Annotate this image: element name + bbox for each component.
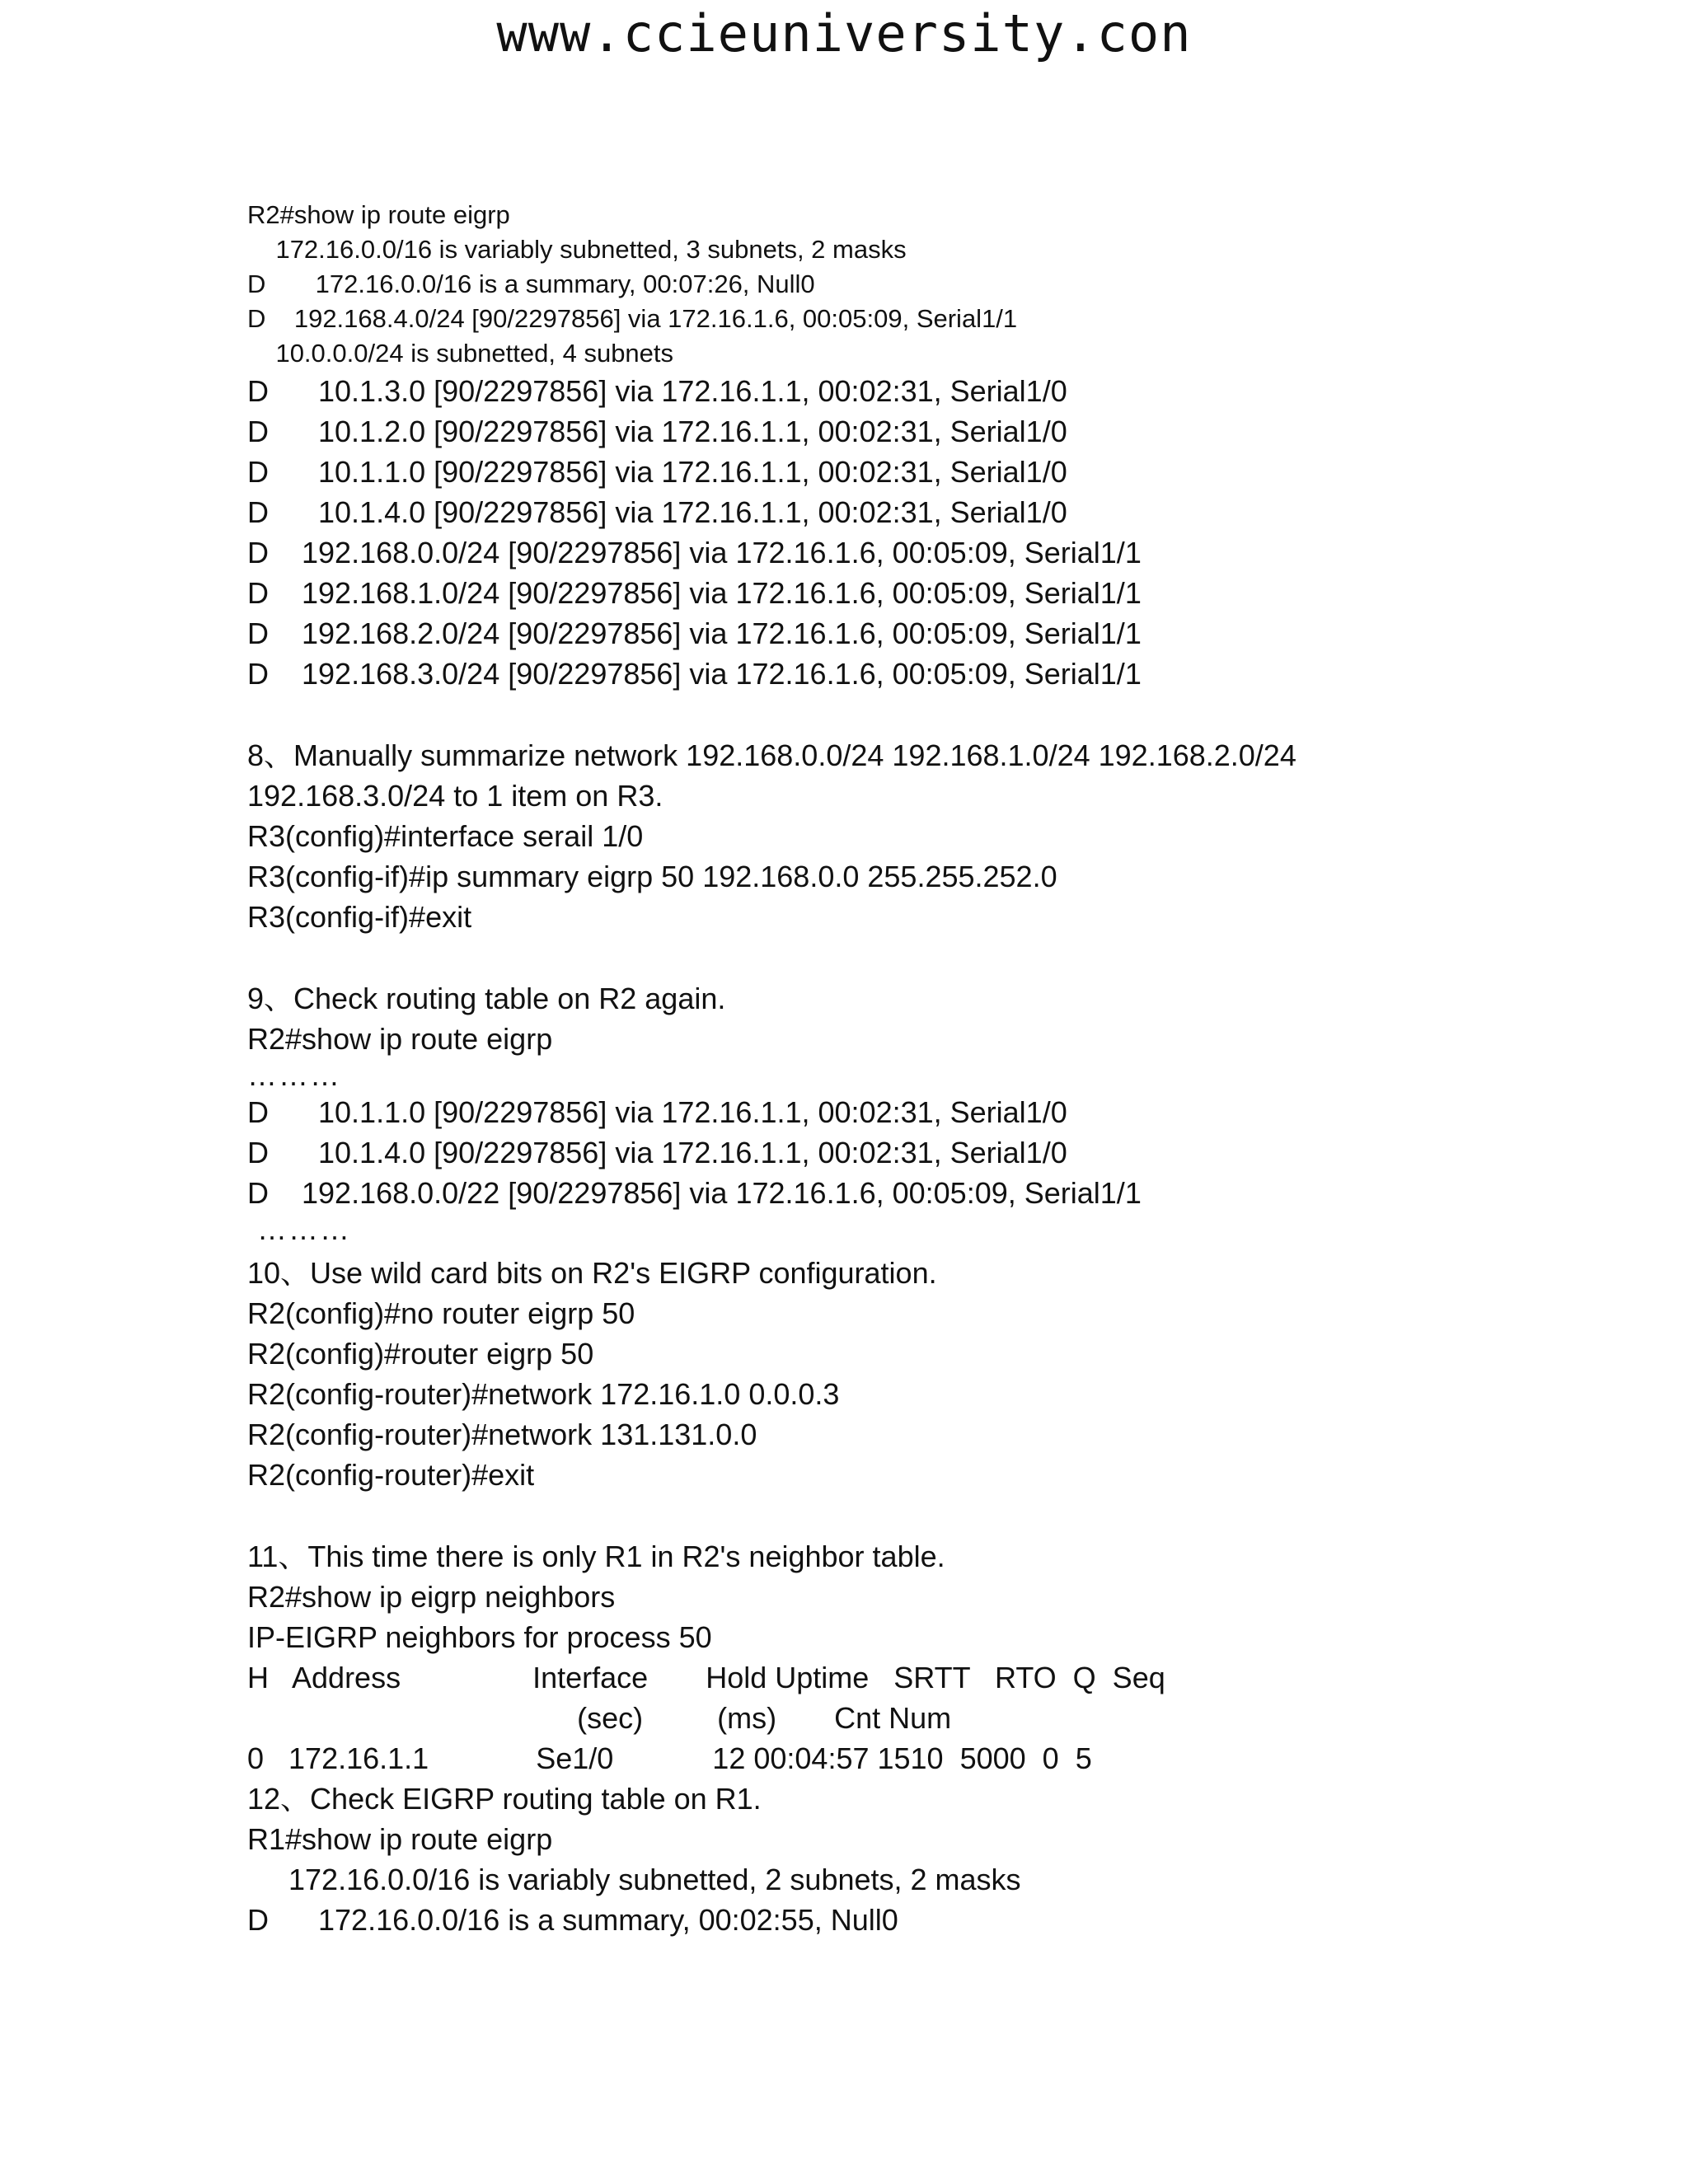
config-line: R2(config)#router eigrp 50 — [247, 1337, 594, 1371]
route-line: D 172.16.0.0/16 is a summary, 00:07:26, Null0 — [247, 269, 815, 298]
document-body — [247, 198, 1648, 1940]
route-line: D 192.168.3.0/24 [90/2297856] via 172.16.1.6, 00:05:09, Serial1/1 — [247, 657, 1142, 691]
step-11-heading: 11、This time there is only R1 in R2's neighbor table. — [247, 1540, 945, 1573]
route-line: 10.0.0.0/24 is subnetted, 4 subnets — [247, 339, 674, 368]
neighbor-table-header: H Address Interface Hold Uptime SRTT RTO Q Seq — [247, 1661, 1165, 1694]
step-8-section — [247, 735, 1648, 937]
route-output-block-1 — [247, 198, 1648, 694]
neighbor-table-header-units: (sec) (ms) Cnt Num — [247, 1701, 952, 1735]
route-line: D 10.1.2.0 [90/2297856] via 172.16.1.1, 00:02:31, Serial1/0 — [247, 415, 1067, 448]
command-line: R2#show ip route eigrp — [247, 200, 510, 229]
spacer — [247, 694, 1648, 735]
spacer — [247, 937, 1648, 978]
command-line: R2#show ip route eigrp — [247, 1022, 553, 1056]
config-line: R3(config-if)#exit — [247, 900, 472, 934]
route-line: D 192.168.0.0/24 [90/2297856] via 172.16.1.6, 00:05:09, Serial1/1 — [247, 536, 1142, 569]
step-8-heading-cont: 192.168.3.0/24 to 1 item on R3. — [247, 779, 663, 813]
route-line: 172.16.0.0/16 is variably subnetted, 3 subnets, 2 masks — [247, 235, 907, 264]
route-line: D 10.1.4.0 [90/2297856] via 172.16.1.1, 00:02:31, Serial1/0 — [247, 1136, 1067, 1169]
spacer — [247, 1246, 1648, 1253]
route-line: D 10.1.3.0 [90/2297856] via 172.16.1.1, 00:02:31, Serial1/0 — [247, 374, 1067, 408]
route-line: D 192.168.2.0/24 [90/2297856] via 172.16.1.6, 00:05:09, Serial1/1 — [247, 616, 1142, 650]
step-12-section — [247, 1779, 1648, 1940]
config-line: R2(config-router)#network 131.131.0.0 — [247, 1418, 757, 1451]
step-10-heading: 10、Use wild card bits on R2's EIGRP configuration. — [247, 1256, 937, 1290]
route-line: D 192.168.4.0/24 [90/2297856] via 172.16.1.6, 00:05:09, Serial1/1 — [247, 304, 1018, 333]
config-line: R2(config-router)#exit — [247, 1458, 535, 1492]
route-line: 172.16.0.0/16 is variably subnetted, 2 subnets, 2 masks — [247, 1863, 1021, 1896]
site-watermark-header: www.ccieuniversity.con — [496, 3, 1192, 63]
step-10-section — [247, 1253, 1648, 1495]
config-line: R3(config)#interface serail 1/0 — [247, 819, 644, 853]
step-11-section — [247, 1536, 1648, 1779]
command-line: R1#show ip route eigrp — [247, 1822, 553, 1856]
step-9-section — [247, 978, 1648, 1246]
route-line: D 192.168.0.0/22 [90/2297856] via 172.16.1.6, 00:05:09, Serial1/1 — [247, 1176, 1142, 1210]
command-line: R2#show ip eigrp neighbors — [247, 1580, 616, 1614]
step-12-heading: 12、Check EIGRP routing table on R1. — [247, 1782, 762, 1816]
route-line: D 192.168.1.0/24 [90/2297856] via 172.16.1.6, 00:05:09, Serial1/1 — [247, 576, 1142, 610]
spacer — [247, 1495, 1648, 1536]
config-line: R2(config-router)#network 172.16.1.0 0.0.0.3 — [247, 1377, 840, 1411]
config-line: R2(config)#no router eigrp 50 — [247, 1296, 635, 1330]
route-line: D 10.1.1.0 [90/2297856] via 172.16.1.1, 00:02:31, Serial1/0 — [247, 1095, 1067, 1129]
config-line: R3(config-if)#ip summary eigrp 50 192.168.0.0 255.255.252.0 — [247, 860, 1057, 893]
route-line: D 10.1.4.0 [90/2297856] via 172.16.1.1, 00:02:31, Serial1/0 — [247, 495, 1067, 529]
neighbor-table-title: IP-EIGRP neighbors for process 50 — [247, 1620, 712, 1654]
route-line: D 172.16.0.0/16 is a summary, 00:02:55, Null0 — [247, 1903, 898, 1937]
neighbor-table-row: 0 172.16.1.1 Se1/0 12 00:04:57 1510 5000 0 5 — [247, 1741, 1092, 1775]
ellipsis-top: ……… — [247, 1058, 341, 1092]
step-9-heading: 9、Check routing table on R2 again. — [247, 982, 726, 1015]
route-line: D 10.1.1.0 [90/2297856] via 172.16.1.1, 00:02:31, Serial1/0 — [247, 455, 1067, 489]
ellipsis-bottom: ……… — [247, 1212, 352, 1246]
step-8-heading: 8、Manually summarize network 192.168.0.0/24 192.168.1.0/24 192.168.2.0/24 — [247, 738, 1296, 772]
